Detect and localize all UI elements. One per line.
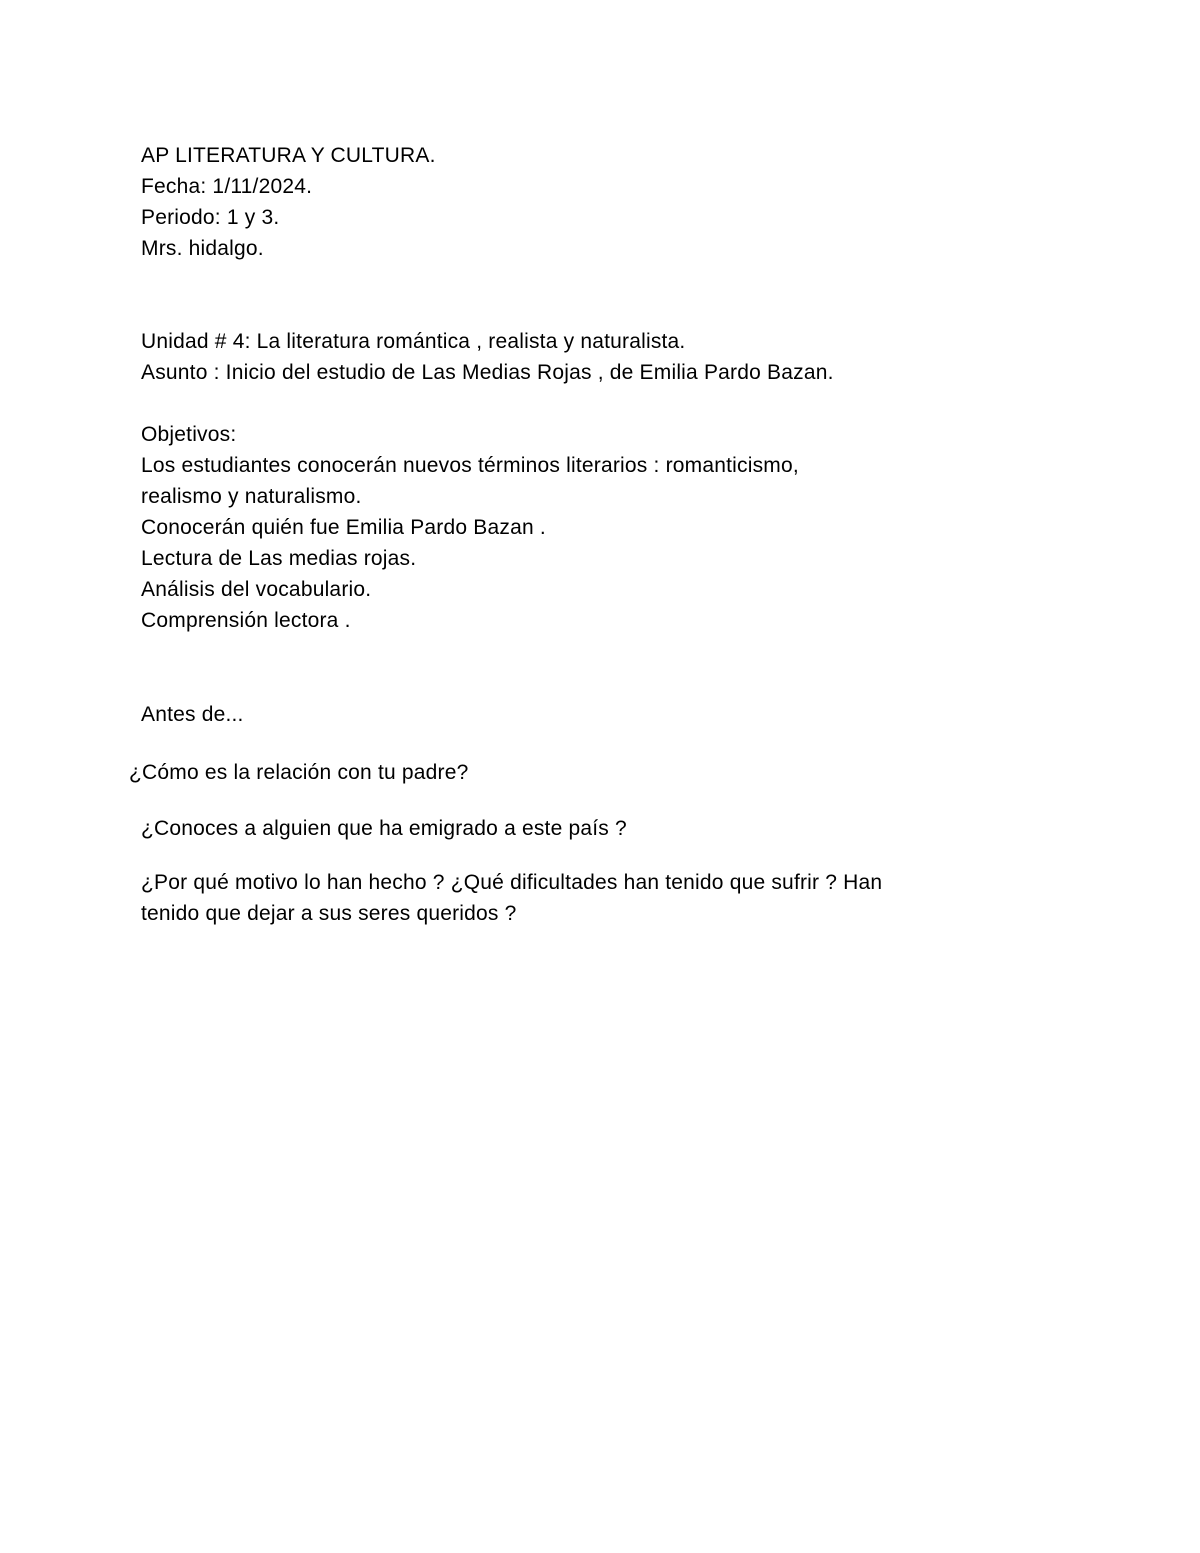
objective-line: Lectura de Las medias rojas.: [141, 547, 417, 570]
objectives-heading: Objetivos:: [141, 423, 237, 446]
objective-line: Los estudiantes conocerán nuevos términos literarios : romanticismo,: [141, 454, 799, 477]
question-line: tenido que dejar a sus seres queridos ?: [141, 902, 517, 925]
before-heading: Antes de...: [141, 703, 244, 726]
period-line: Periodo: 1 y 3.: [141, 206, 280, 229]
question-line: ¿Cómo es la relación con tu padre?: [129, 761, 469, 784]
question-line: ¿Conoces a alguien que ha emigrado a este país ?: [141, 817, 627, 840]
objective-line: Comprensión lectora .: [141, 609, 351, 632]
objective-line: Análisis del vocabulario.: [141, 578, 372, 601]
unit-title: Unidad # 4: La literatura romántica , realista y naturalista.: [141, 330, 686, 353]
question-line: ¿Por qué motivo lo han hecho ? ¿Qué dificultades han tenido que sufrir ? Han: [141, 871, 883, 894]
date-line: Fecha: 1/11/2024.: [141, 175, 313, 198]
objective-line: Conocerán quién fue Emilia Pardo Bazan .: [141, 516, 546, 539]
teacher-line: Mrs. hidalgo.: [141, 237, 264, 260]
unit-subject: Asunto : Inicio del estudio de Las Medias Rojas , de Emilia Pardo Bazan.: [141, 361, 834, 384]
objective-line: realismo y naturalismo.: [141, 485, 362, 508]
course-title: AP LITERATURA Y CULTURA.: [141, 144, 436, 167]
